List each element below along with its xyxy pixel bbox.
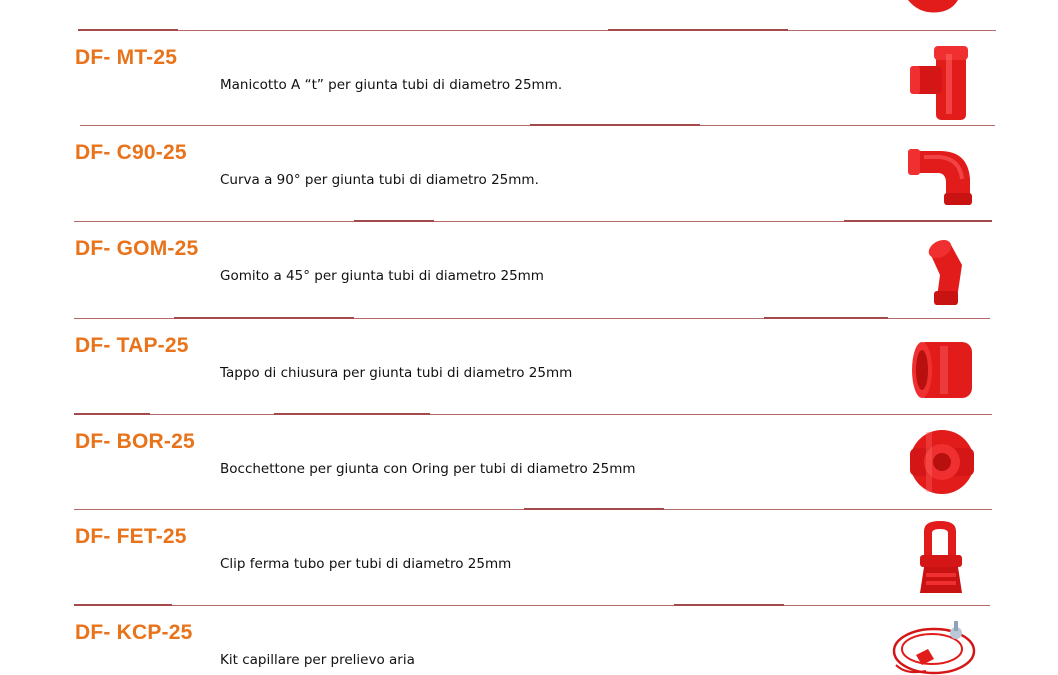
tee-fitting-icon (890, 34, 990, 124)
elbow-45-icon (890, 225, 990, 315)
product-description: Manicotto A “t” per giunta tubi di diametro 25mm. (220, 77, 563, 93)
product-row-kcp (0, 605, 1058, 675)
product-row-mt (0, 30, 1058, 126)
product-description: Kit capillare per prelievo aria (220, 652, 415, 668)
product-description: Gomito a 45° per giunta tubi di diametro 25mm (220, 268, 544, 284)
product-description: Curva a 90° per giunta tubi di diametro 25mm. (220, 172, 539, 188)
elbow-90-icon (890, 129, 990, 219)
product-row-gom (0, 221, 1058, 317)
product-description: Tappo di chiusura per giunta tubi di diametro 25mm (220, 365, 573, 381)
product-row-fet (0, 509, 1058, 605)
product-row-c90 (0, 125, 1058, 221)
product-code: DF- FET-25 (75, 525, 187, 548)
product-code: DF- KCP-25 (75, 621, 193, 644)
product-code: DF- TAP-25 (75, 334, 189, 357)
product-row-tap (0, 318, 1058, 414)
product-row-bor (0, 414, 1058, 510)
end-cap-icon (890, 322, 990, 412)
union-fitting-icon (890, 416, 990, 506)
pipe-clip-icon (890, 515, 990, 605)
capillary-kit-icon (886, 615, 986, 675)
product-code: DF- C90-25 (75, 141, 187, 164)
product-code: DF- BOR-25 (75, 430, 195, 453)
product-code: DF- MT-25 (75, 46, 178, 69)
product-code: DF- GOM-25 (75, 237, 199, 260)
product-description: Bocchettone per giunta con Oring per tubi di diametro 25mm (220, 461, 636, 477)
product-description: Clip ferma tubo per tubi di diametro 25mm (220, 556, 512, 572)
